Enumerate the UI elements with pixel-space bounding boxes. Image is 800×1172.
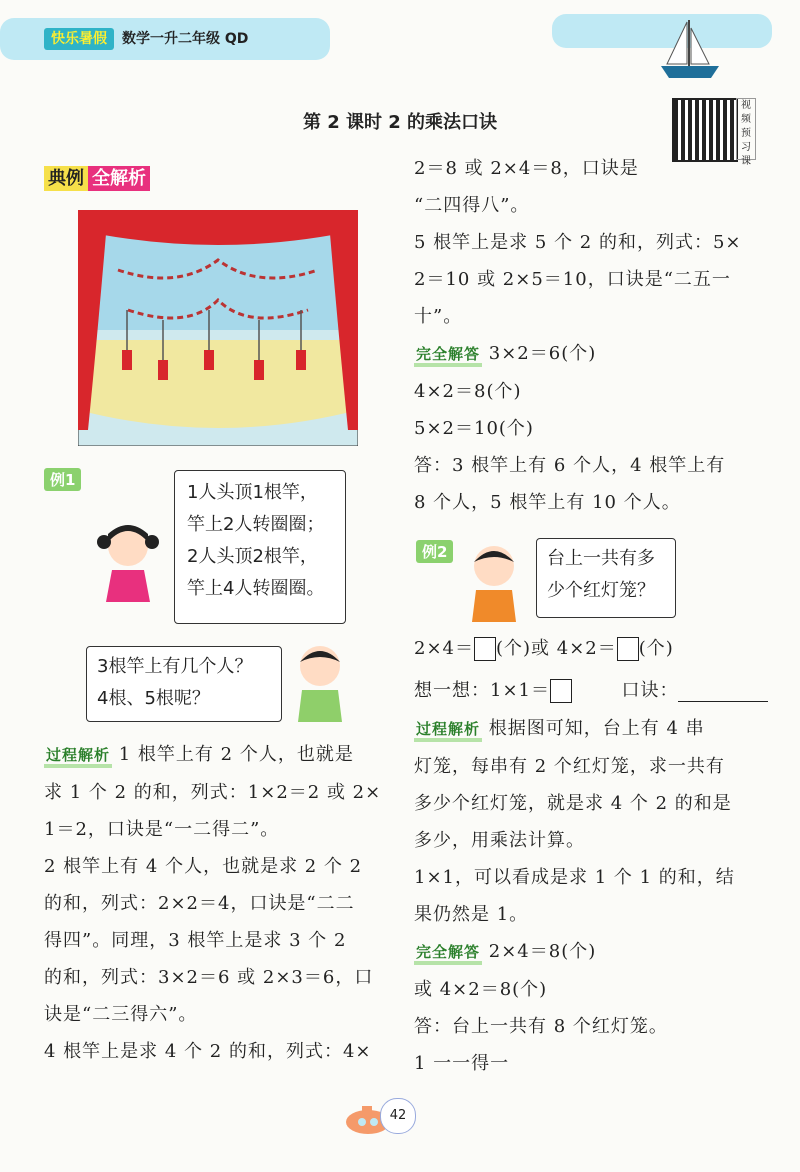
girl-bubble-line: 竿上4人转圈圈。 (187, 578, 325, 599)
conclusion-line: 答：3 根竿上有 6 个人，4 根竿上有 (414, 455, 726, 476)
bubble-line: 少个红灯笼？ (547, 580, 655, 601)
boy-illustration (288, 640, 352, 724)
text-line: 多少，用乘法计算。 (414, 830, 585, 851)
bubble-line: 台上一共有多 (547, 548, 655, 569)
answer-line: 2×4＝8(个) (488, 941, 597, 962)
girl-speech-bubble (174, 470, 346, 624)
think-text: 想一想：1×1＝ (414, 680, 550, 701)
sailboat-icon (655, 18, 725, 82)
process-label: 过程解析 (44, 746, 112, 768)
text-line: 灯笼，每串有 2 个红灯笼，求一共有 (414, 756, 725, 777)
text-line: 的和，列式：3×2＝6 或 2×3＝6，口 (44, 967, 374, 988)
answer-line: 4×2＝8(个) (414, 381, 522, 402)
koujue-blank[interactable] (678, 681, 768, 702)
eq-part: (个) (638, 638, 674, 659)
girl-bubble-line: 2人头顶2根竿， (187, 546, 318, 567)
boy-speech-bubble (86, 646, 282, 722)
text-line: 2 根竿上有 4 个人，也就是求 2 个 2 (44, 856, 363, 877)
process-label-2: 过程解析 (414, 720, 482, 742)
qr-caption: 视频预习课 (736, 98, 756, 160)
text-line: 十”。 (414, 306, 463, 327)
section-label (44, 164, 150, 190)
answer-line: 5×2＝10(个) (414, 418, 534, 439)
lesson-title: 第 2 课时 2 的乘法口诀 (302, 112, 498, 133)
example2-speech-bubble (536, 538, 676, 618)
header-subtitle: 数学一升二年级 QD (122, 31, 249, 47)
answer-line: 3×2＝6(个) (488, 343, 597, 364)
brand-tag: 快乐暑假 (44, 28, 114, 50)
eq-part: (个)或 4×2＝ (496, 638, 617, 659)
think-line (414, 672, 774, 709)
example1-badge: 例1 (44, 468, 81, 491)
example2-process (414, 710, 774, 1082)
boy-bubble-line: 3根竿上有几个人？ (97, 656, 253, 677)
section-label-dian: 典例 (44, 166, 88, 191)
text-line: 求 1 个 2 的和，列式：1×2＝2 或 2× (44, 782, 382, 803)
text-line: “二四得八”。 (414, 195, 530, 216)
text-line: 4 根竿上是求 4 个 2 的和，列式：4× (44, 1041, 372, 1062)
eq-part: 2×4＝ (414, 638, 474, 659)
text-line: 5 根竿上是求 5 个 2 的和，列式：5× (414, 232, 742, 253)
page-number: 42 (380, 1098, 416, 1134)
text-line: 得四”。同理，3 根竿上是求 3 个 2 (44, 930, 347, 951)
section-label-quan: 全解析 (88, 166, 150, 191)
complete-label-2: 完全解答 (414, 943, 482, 965)
conclusion-line: 答：台上一共有 8 个红灯笼。 (414, 1016, 668, 1037)
text-line: 果仍然是 1。 (414, 904, 529, 925)
text-line: 1＝2，口诀是“一二得二”。 (44, 819, 280, 840)
answer-box-2[interactable] (617, 637, 639, 661)
left-explanation (44, 736, 394, 1070)
stage-illustration (78, 210, 358, 446)
girl-illustration (94, 520, 164, 612)
boy2-illustration (462, 540, 526, 624)
answer-line: 或 4×2＝8(个) (414, 979, 548, 1000)
final-line: 1 一一得一 (414, 1053, 510, 1074)
text-line: 多少个红灯笼，就是求 4 个 2 的和是 (414, 793, 732, 814)
answer-box-3[interactable] (550, 679, 572, 703)
process-line (44, 736, 394, 774)
answer-box-1[interactable] (474, 637, 496, 661)
text-line: 诀是“二三得六”。 (44, 1004, 198, 1025)
boy-bubble-line: 4根、5根呢？ (97, 688, 210, 709)
text-line: 1 根竿上有 2 个人，也就是 (118, 744, 354, 765)
koujue-label: 口诀： (621, 680, 679, 701)
girl-bubble-line: 竿上2人转圈圈； (187, 514, 325, 535)
right-explanation-top (414, 150, 770, 521)
conclusion-line: 8 个人，5 根竿上有 10 个人。 (414, 492, 681, 513)
text-line: 2＝8 或 2×4＝8，口诀是 (414, 158, 639, 179)
text-line: 2＝10 或 2×5＝10，口诀是“二五一 (414, 269, 731, 290)
girl-bubble-line: 1人头顶1根竿， (187, 482, 318, 503)
example2-equation (414, 630, 774, 667)
text-line: 的和，列式：2×2＝4，口诀是“二二 (44, 893, 355, 914)
complete-label: 完全解答 (414, 345, 482, 367)
text-line: 根据图可知，台上有 4 串 (488, 718, 705, 739)
text-line: 1×1，可以看成是求 1 个 1 的和，结 (414, 867, 735, 888)
example2-badge: 例2 (416, 540, 453, 563)
